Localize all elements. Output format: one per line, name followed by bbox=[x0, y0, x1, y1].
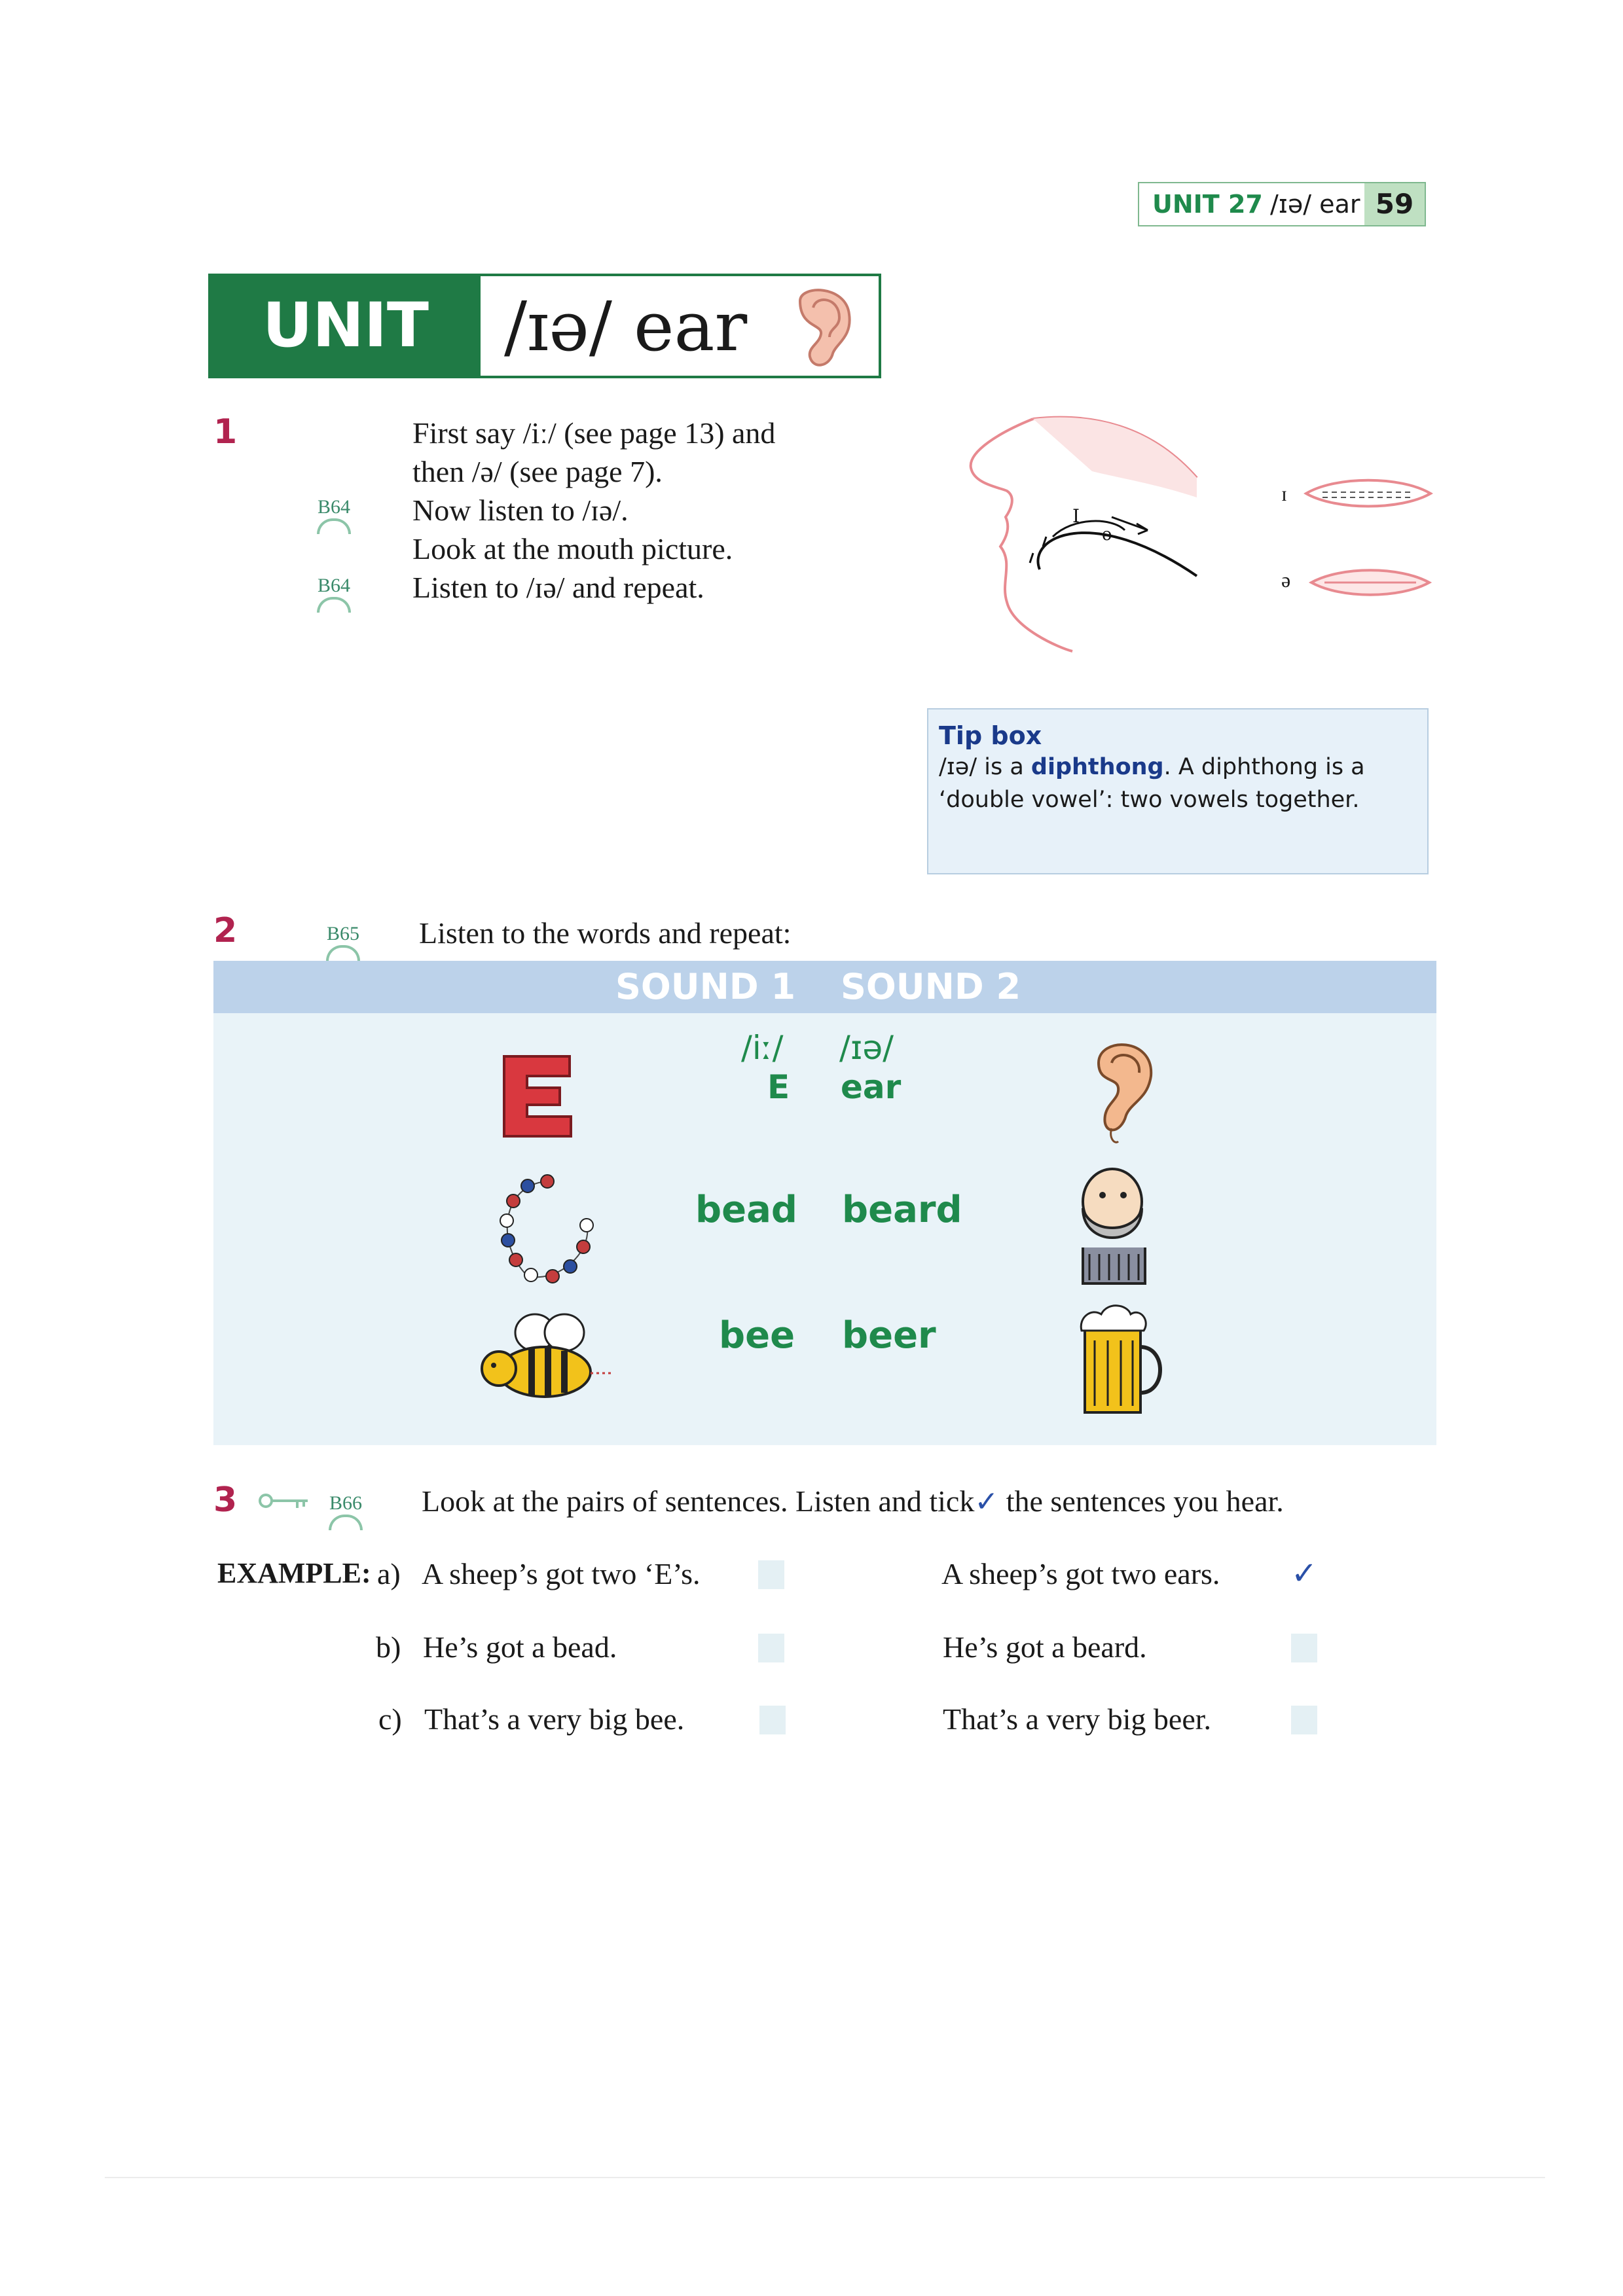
sentence-left: A sheep’s got two ‘E’s. bbox=[422, 1557, 701, 1590]
tick-box-right[interactable] bbox=[1291, 1634, 1317, 1662]
exercise-3-instruction bbox=[422, 1482, 1284, 1521]
cd-track-b66[interactable] bbox=[319, 1492, 372, 1530]
exercise-2-number: 2 bbox=[213, 911, 238, 950]
example-label: EXAMPLE: bbox=[217, 1557, 371, 1589]
bead-necklace-icon bbox=[488, 1172, 606, 1289]
page-bottom-divider bbox=[105, 2177, 1545, 2178]
cd-track-b65[interactable] bbox=[317, 923, 369, 961]
cd-track-b64-a[interactable] bbox=[308, 496, 360, 534]
headphones-icon bbox=[326, 945, 360, 961]
cd-track-label: B64 bbox=[317, 575, 350, 596]
instruction-line: Look at the mouth picture. bbox=[412, 532, 733, 565]
instruction-line: Listen to /ɪə/ and repeat. bbox=[412, 571, 704, 604]
pair-letter: a) bbox=[377, 1557, 401, 1590]
sentence-right: A sheep’s got two ears. bbox=[941, 1557, 1220, 1590]
exercise-2-instruction: Listen to the words and repeat: bbox=[419, 916, 792, 950]
cd-track-label: B66 bbox=[329, 1492, 362, 1514]
instruction-text: the sentences you hear. bbox=[1006, 1484, 1284, 1518]
pair-letter: c) bbox=[378, 1702, 402, 1736]
tick-box-right-checked[interactable]: ✓ bbox=[1291, 1555, 1318, 1592]
ear-icon bbox=[774, 281, 866, 373]
running-header-unit: UNIT 27 bbox=[1152, 190, 1263, 219]
bee-icon bbox=[473, 1313, 617, 1405]
instruction-text: Look at the pairs of sentences. Listen and tick bbox=[422, 1484, 975, 1518]
tip-box-title: Tip box bbox=[939, 721, 1042, 750]
svg-text:ə: ə bbox=[1102, 525, 1112, 545]
tip-text: . A diphthong is a bbox=[1163, 754, 1365, 780]
running-header bbox=[1138, 182, 1426, 226]
sound-2-symbol: /ɪə/ bbox=[839, 1029, 894, 1067]
exercise-3-number: 3 bbox=[213, 1480, 238, 1520]
word-sound-1: bead bbox=[695, 1189, 797, 1231]
letter-e-icon bbox=[498, 1050, 576, 1141]
instruction-line: First say /iː/ (see page 13) and bbox=[412, 416, 776, 450]
headphones-icon bbox=[317, 597, 351, 613]
bearded-man-icon bbox=[1063, 1162, 1161, 1287]
mouth-label-i: ɪ bbox=[1281, 482, 1287, 505]
tip-text: /ɪə/ is a bbox=[939, 754, 1031, 780]
headphones-icon bbox=[317, 518, 351, 534]
instruction-line: then /ə/ (see page 7). bbox=[412, 455, 663, 488]
sentence-left: He’s got a bead. bbox=[423, 1630, 617, 1664]
exercise-1-instructions bbox=[412, 414, 775, 607]
instruction-line: Now listen to /ɪə/. bbox=[412, 493, 629, 527]
word-sound-2: beard bbox=[842, 1189, 962, 1231]
word-sound-1: E bbox=[767, 1068, 790, 1106]
sound-header-bar bbox=[213, 961, 1436, 1013]
running-header-sound: /ɪə/ ear bbox=[1270, 190, 1360, 219]
sound-word-table bbox=[213, 961, 1436, 1445]
beer-mug-icon bbox=[1075, 1301, 1167, 1419]
unit-label: UNIT 27 bbox=[211, 276, 481, 376]
svg-text:I: I bbox=[1072, 505, 1080, 527]
mouth-label-schwa: ə bbox=[1281, 568, 1291, 592]
cd-track-label: B65 bbox=[326, 923, 359, 944]
mouth-shape-schwa bbox=[1308, 563, 1432, 602]
tick-box-left[interactable] bbox=[758, 1560, 784, 1589]
page-number: 59 bbox=[1364, 183, 1425, 225]
key-icon bbox=[258, 1491, 310, 1511]
tip-box bbox=[927, 708, 1429, 874]
cd-track-label: B64 bbox=[317, 496, 350, 518]
exercise-1-number: 1 bbox=[213, 412, 238, 452]
headphones-icon bbox=[329, 1515, 363, 1530]
tick-icon: ✓ bbox=[974, 1485, 999, 1518]
sentence-right: He’s got a beard. bbox=[943, 1630, 1147, 1664]
mouth-shape-i bbox=[1303, 473, 1434, 514]
sound-1-header: SOUND 1 bbox=[615, 966, 796, 1007]
sound-1-symbol: /iː/ bbox=[741, 1029, 784, 1067]
sentence-right: That’s a very big beer. bbox=[943, 1702, 1212, 1736]
tick-box-left[interactable] bbox=[759, 1706, 786, 1734]
sound-2-header: SOUND 2 bbox=[841, 966, 1021, 1007]
word-sound-2: ear bbox=[841, 1068, 902, 1106]
pair-letter: b) bbox=[376, 1630, 401, 1664]
mouth-cross-section-diagram bbox=[961, 406, 1223, 655]
tip-box-line-2: ‘double vowel’: two vowels together. bbox=[939, 787, 1360, 813]
word-sound-1: bee bbox=[719, 1314, 795, 1357]
ear-icon bbox=[1079, 1037, 1158, 1148]
cd-track-b64-b[interactable] bbox=[308, 575, 360, 613]
unit-sound-title: /ɪə/ ear bbox=[504, 287, 748, 367]
sentence-left: That’s a very big bee. bbox=[424, 1702, 685, 1736]
tip-keyword: diphthong bbox=[1030, 754, 1164, 780]
tick-box-left[interactable] bbox=[758, 1634, 784, 1662]
tip-box-line-1 bbox=[939, 754, 1365, 780]
tick-box-right[interactable] bbox=[1291, 1706, 1317, 1734]
word-sound-2: beer bbox=[842, 1314, 936, 1357]
